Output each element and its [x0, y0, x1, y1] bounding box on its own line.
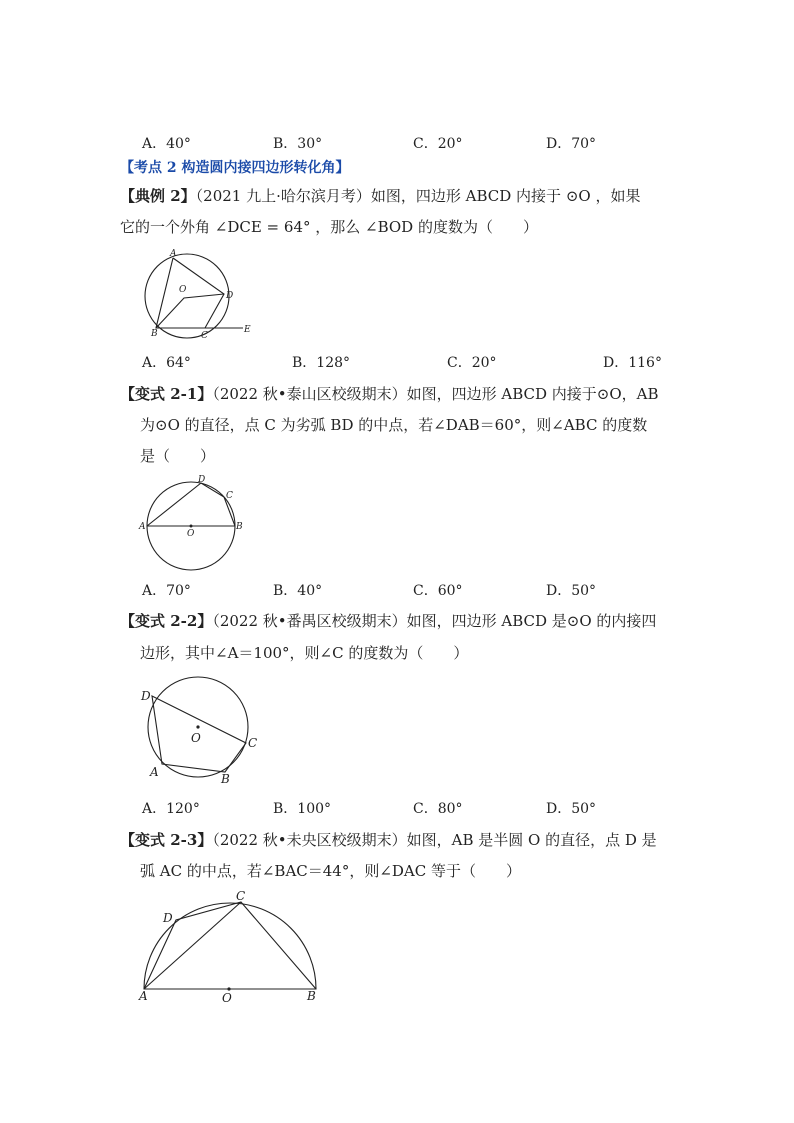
label-b: B — [151, 329, 158, 339]
label-c: C — [248, 736, 258, 750]
label-o: O — [179, 285, 187, 295]
label-b: B — [307, 989, 316, 1003]
section-heading: 【考点 2 构造圆内接四边形转化角】 — [120, 160, 350, 176]
circle — [145, 254, 229, 338]
label-b: B — [221, 772, 230, 786]
center-point — [190, 525, 193, 528]
label-d: D — [141, 689, 151, 703]
example-2-tag: 【典例 2】 — [120, 187, 196, 205]
option-d: D．50° — [546, 583, 597, 599]
label-b: B — [236, 522, 243, 532]
label-a: A — [170, 249, 177, 259]
variant-2-1-figure — [135, 472, 250, 570]
variant-2-1-text-1: （2022 秋•泰山区校级期末）如图，四边形 ABCD 内接于⊙O，AB — [212, 385, 659, 403]
variant-2-2-line-1 — [120, 611, 656, 631]
option-b: B．40° — [273, 583, 323, 599]
label-c: C — [201, 331, 208, 341]
variant-2-2-tag: 【变式 2-2】 — [120, 612, 213, 630]
example-2-figure — [135, 246, 265, 344]
variant-2-1-line-2: 为⊙O 的直径，点 C 为劣弧 BD 的中点，若∠DAB＝60°，则∠ABC 的度数 — [140, 416, 648, 434]
label-a: A — [139, 522, 146, 532]
label-o: O — [191, 731, 201, 745]
variant-2-3-tag: 【变式 2-3】 — [120, 831, 213, 849]
option-c: C．80° — [413, 801, 463, 817]
option-c: C．60° — [413, 583, 463, 599]
option-b: B．100° — [273, 801, 332, 817]
label-c: C — [236, 889, 246, 903]
label-d: D — [198, 475, 206, 485]
variant-2-3-line-2: 弧 AC 的中点，若∠BAC＝44°，则∠DAC 等于（ ） — [140, 862, 522, 880]
variant-2-2-figure — [135, 670, 265, 788]
variant-2-3-line-1 — [120, 830, 657, 850]
quadrilateral — [147, 483, 235, 526]
option-d: D．116° — [603, 355, 662, 371]
option-a: A．120° — [142, 801, 200, 817]
label-e: E — [244, 325, 251, 335]
option-a: A．64° — [142, 355, 191, 371]
variant-2-3-text-1: （2022 秋•未央区校级期末）如图，AB 是半圆 O 的直径，点 D 是 — [212, 831, 657, 849]
label-o: O — [187, 529, 195, 539]
option-c: C．20° — [413, 136, 463, 152]
label-c: C — [226, 491, 233, 501]
label-a: A — [139, 989, 148, 1003]
variant-2-2-line-2: 边形，其中∠A＝100°，则∠C 的度数为（ ） — [140, 644, 469, 662]
option-c: C．20° — [447, 355, 497, 371]
variant-2-2-text-1: （2022 秋•番禺区校级期末）如图，四边形 ABCD 是⊙O 的内接四 — [212, 612, 657, 630]
example-2-line-2: 它的一个外角 ∠DCE = 64° ，那么 ∠BOD 的度数为（ ） — [120, 218, 538, 236]
label-d: D — [226, 291, 234, 301]
variant-2-1-line-3: 是（ ） — [140, 447, 216, 465]
option-d: D．50° — [546, 801, 597, 817]
label-d: D — [163, 911, 173, 925]
example-2-text-1: （2021 九上·哈尔滨月考）如图，四边形 ABCD 内接于 ⊙O ，如果 — [195, 187, 641, 205]
center-point — [196, 725, 199, 728]
option-a: A．70° — [142, 583, 191, 599]
option-a: A．40° — [142, 136, 191, 152]
example-2-line-1 — [120, 186, 640, 206]
radii — [156, 294, 224, 328]
variant-2-1-tag: 【变式 2-1】 — [120, 385, 213, 403]
label-o: O — [222, 991, 232, 1005]
variant-2-3-figure — [135, 888, 330, 1006]
variant-2-1-line-1 — [120, 384, 659, 404]
option-d: D．70° — [546, 136, 597, 152]
option-b: B．128° — [292, 355, 351, 371]
label-a: A — [150, 765, 159, 779]
option-b: B．30° — [273, 136, 323, 152]
